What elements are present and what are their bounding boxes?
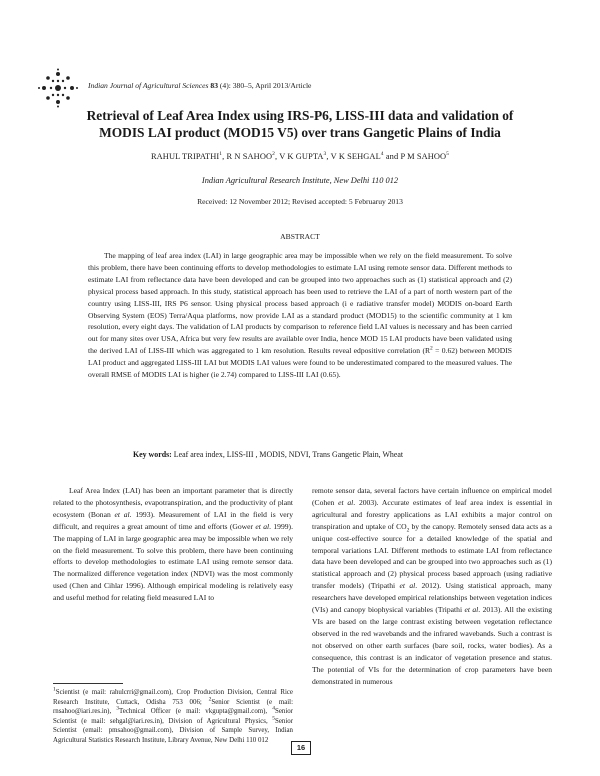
author-name: R N SAHOO xyxy=(226,152,273,161)
body-text: . 2012). Using statistical approach, many researchers have developed empirical relationships between vegetation indices (VIs) and canopy biophysical variables (Tripathi xyxy=(312,581,552,615)
body-text: by the canopy. Remotely sensed data acts as a unique cost-effective source for a detailed knowledge of the spatial and temporal variations LAI. Different methods to estimate LAI from reflectance data have been developed and can be grouped into two approaches such as (1) statistical approach and (2) physical process based approach (using radiative transfer models) (Tripathi xyxy=(312,521,552,591)
affiliation: Indian Agricultural Research Institute, New Delhi 110 012 xyxy=(201,176,399,185)
body-text: remote sensor data, several factors have certain influence on empirical model (Cohen xyxy=(312,486,552,507)
author-mark: 3 xyxy=(323,151,327,158)
footnote-mark: 5 xyxy=(272,715,275,722)
author-separator: , xyxy=(274,152,280,161)
author-name: V K GUPTA xyxy=(279,152,324,161)
article-title xyxy=(40,107,560,141)
body-text: . 2013). All the existing VIs are based on the large contrast existing between vegetation reflectance observed in the red wavebands and the infrared wavebands. Such a contrast is not observed on other earth surfaces (bare soil, rocks, water bodies). As a consequence, this contrast is an indicator of vegetation presence and status. The potential of VIs for the determination of crop parameters have been demonstrated in numerous xyxy=(312,605,552,686)
keywords-label: Key words: xyxy=(133,450,172,459)
body-column-left xyxy=(53,485,293,604)
footnote-mark: 3 xyxy=(116,705,120,712)
keywords xyxy=(133,450,533,459)
journal-issue-pages: (4): 380–5, April 2013/Article xyxy=(218,81,312,90)
keywords-text: Leaf area index, LISS-III , MODIS, NDVI, Trans Gangetic Plain, Wheat xyxy=(171,450,404,459)
footnote-divider xyxy=(53,683,123,684)
title-line-2: MODIS LAI product (MOD15 V5) over trans Gangetic Plains of India xyxy=(99,125,501,140)
body-text: . 1993). Measurement of LAI in the field is very difficult, and requires a great amount of time and efforts (Gower xyxy=(53,509,293,531)
author-name: P M SAHOO xyxy=(400,152,447,161)
footnote-mark: 1 xyxy=(53,686,56,693)
author-mark: 1 xyxy=(219,151,223,158)
body-text: . 1999). The mapping of LAI in large geographic area may be impossible when we rely on the field measurement. To solve this problem, there have been continuing efforts to develop methodologies to estimate LAI using remote sensor data. The normalized difference vegetation index (NDVI) was the most commonly used (Chen and Cihlar 1996). Although empirical modeling is relatively easy and useful method for relating field measured LAI to xyxy=(53,521,293,603)
journal-volume: 83 xyxy=(210,81,218,90)
abstract-heading: ABSTRACT xyxy=(280,232,320,241)
received-dates: Received: 12 November 2012; Revised accepted: 5 Februaruy 2013 xyxy=(197,197,403,206)
footnote-mark: 4 xyxy=(272,705,275,712)
abstract-text xyxy=(88,250,512,381)
citation-etal: et al xyxy=(338,497,354,507)
author-list xyxy=(40,152,560,161)
author-separator: and xyxy=(383,152,401,161)
footnote-text: Senior Scientist (email: pmsahoo@gmail.com), Division of Sample Survey, Indian Agricultural Statistics Research Institute, Library Avenue, New Delhi 110 012 xyxy=(53,717,293,744)
author-name: RAHUL TRIPATHI xyxy=(150,152,220,161)
superscript: 2 xyxy=(430,345,433,352)
citation-etal: et al xyxy=(255,521,270,531)
journal-name: Indian Journal of Agricultural Sciences xyxy=(88,81,209,90)
page-number: 16 xyxy=(291,741,311,755)
body-column-right xyxy=(312,485,552,687)
author-name: V K SEHGAL xyxy=(330,152,381,161)
footnote-mark: 2 xyxy=(208,696,212,703)
author-separator: , xyxy=(222,152,227,161)
footnote-text: Senior Scientist (e mail: rnsahoo@iari.res.in), xyxy=(53,698,293,715)
author-mark: 5 xyxy=(446,151,450,158)
body-text: . 2003). Accurate estimates of leaf area index is essential in agricultural and forestry applications as LAI exhibits a major control on transpiration and uptake of CO xyxy=(312,497,552,531)
subscript: 2 xyxy=(406,527,410,534)
author-mark: 4 xyxy=(380,151,384,158)
citation-etal: et al xyxy=(399,581,416,591)
footnote-text: Scientist (e mail: rahulcrri@gmail.com), Crop Production Division, Central Rice Research Institute, Cuttack, Odisha 753 006; xyxy=(53,689,293,706)
journal-citation xyxy=(88,81,311,90)
title-line-1: Retrieval of Leaf Area Index using IRS-P6, LISS-III data and validation of xyxy=(86,108,514,123)
citation-etal: et al xyxy=(464,605,479,615)
abstract-part: The mapping of leaf area index (LAI) in large geographic area may be impossible when we rely on the field measurement. To solve this problem, there have been continuing efforts to develop methodologies to estimate LAI using remote sensor data. Different methods to estimate LAI from reflectance data have been developed and can be grouped into two approaches such as (1) statistical approach and (2) physical process based approach. In this study, statistical approach has been used to retrieve the LAI of a part of north western part of the country using LISS-III, IRS P6 sensor. Using physical process based approach (i e radiative transfer model) MODIS on-board Earth Observing System (EOS) Terra/Aqua platforms, now provide LAI as a standard product (MOD15) to the scientific community at 1 km resolution, every eight days. The validation of LAI products by comparison to reference field LAI values is necessary and has been carried out for many sites over USA, Africa but very few results are available over India, hence MOD 15 LAI products have been validated using the derived LAI of LISS-III which was aggregated to 1 km resolution. Results reveal edpositive correlation (R xyxy=(88,251,512,356)
citation-etal: et al xyxy=(114,509,130,519)
footnote-text: Senior Scientist (e mail: sehgal@iari.res.in), Division of Agricultural Physics, xyxy=(53,708,293,725)
journal-emblem-icon xyxy=(36,68,80,108)
footnote-text: Technical Officer (e mail: vkgupta@gmail.com), xyxy=(119,708,273,715)
author-mark: 2 xyxy=(272,151,275,158)
body-text: Leaf Area Index (LAI) has been an important parameter that is directly related to the photosynthesis, evapotranspiration, and the productivity of plant ecosystem (Bonan xyxy=(53,486,293,519)
author-separator: , xyxy=(326,152,331,161)
abstract-part: = 0.62) between MODIS LAI product and aggregated LISS-III LAI but MODIS LAI values were found to be underestimated compared to the measured values. The overall RMSE of MODIS LAI is higher (ie 2.74) compared to LISS-III LAI (0.65). xyxy=(88,346,512,380)
author-footnote xyxy=(53,688,293,745)
